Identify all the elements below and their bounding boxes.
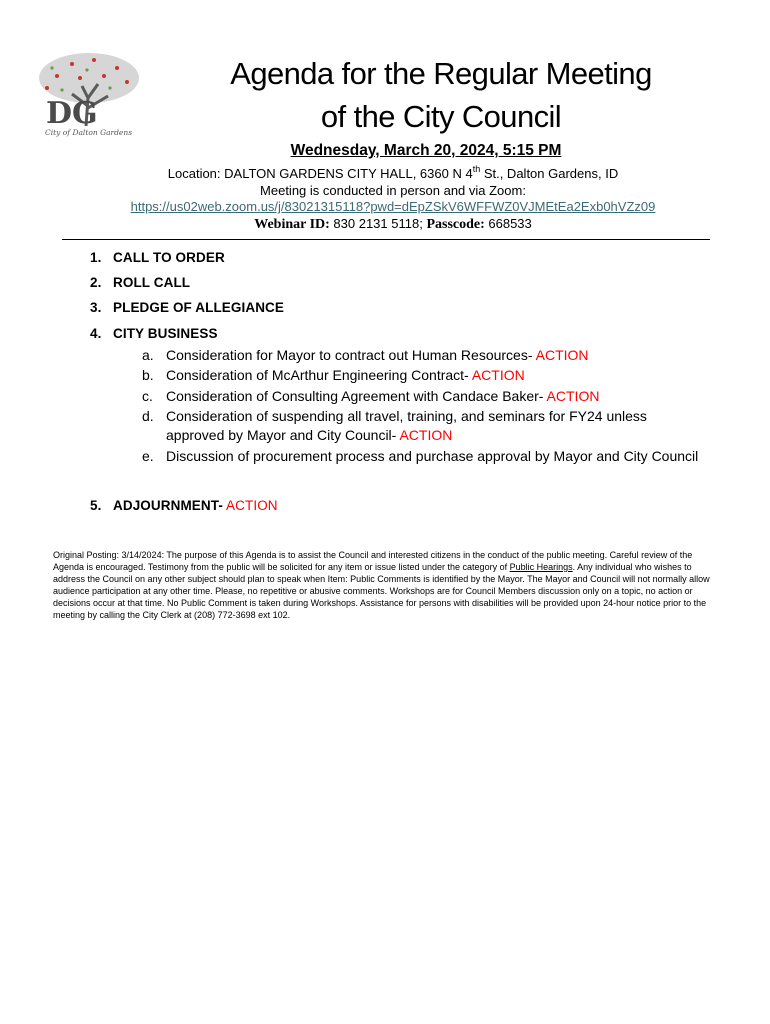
meeting-date: Wednesday, March 20, 2024, 5:15 PM	[290, 142, 562, 159]
logo-initials: DG	[46, 96, 98, 131]
business-item-d: d. Consideration of suspending all travel, training, and seminars for FY24 unless approved by Mayor and City Council- ACTION	[142, 408, 647, 443]
business-item-c: c. Consideration of Consulting Agreement with Candace Baker- ACTION	[142, 388, 600, 404]
agenda-item-roll-call: 2. ROLL CALL	[90, 275, 191, 290]
business-item-e: e. Discussion of procurement process and purchase approval by Mayor and City Council	[142, 448, 699, 464]
agenda-item-pledge: 3. PLEDGE OF ALLEGIANCE	[90, 300, 285, 315]
title-line-1: Agenda for the Regular Meeting	[230, 56, 652, 91]
zoom-note: Meeting is conducted in person and via Zoom:	[260, 183, 526, 198]
agenda-item-adjournment: 5. ADJOURNMENT- ACTION	[90, 498, 278, 513]
header-divider	[62, 239, 710, 240]
page-title	[200, 52, 682, 138]
posting-notice: Original Posting: 3/14/2024: The purpose of this Agenda is to assist the Council and interested citizens in the conduct of the public meeting. Careful review of the Agenda is encouraged. Testimony from the public will be solicited for any item or issue listed under the category of Public Hearings. Any individual who wishes to address the Council on any other subject should plan to speak when Item: Public Comments is identified by the Mayor. The Mayor and Council will not normally allow audience participation at any other time. Please, no repetitive or abusive comments. Workshops are for Council Members discussion only on a topic, no action or decisions occur at that time. No Public Comment is taken during Workshops. Assistance for persons with disabilities will be provided upon 24-hour notice prior to the meeting by calling the City Clerk at (208) 772-3698 ext 102.	[53, 550, 710, 620]
public-hearings-link: Public Hearings	[509, 562, 573, 572]
logo-script-text: City of Dalton Gardens	[45, 128, 133, 137]
business-item-b: b. Consideration of McArthur Engineering Contract- ACTION	[142, 367, 525, 383]
agenda-item-call-to-order: 1. CALL TO ORDER	[90, 250, 225, 265]
title-line-2: of the City Council	[320, 99, 562, 134]
meeting-location: Location: DALTON GARDENS CITY HALL, 6360 N 4th St., Dalton Gardens, ID	[167, 164, 619, 181]
business-item-a: a. Consideration for Mayor to contract out Human Resources- ACTION	[142, 347, 589, 363]
webinar-info: Webinar ID: 830 2131 5118; Passcode: 668533	[254, 216, 532, 232]
agenda-item-city-business: 4. CITY BUSINESS	[90, 326, 218, 341]
zoom-link[interactable]: https://us02web.zoom.us/j/83021315118?pwd=dEpZSkV6WFFWZ0VJMEtEa2Exb0hVZz09	[130, 199, 656, 214]
